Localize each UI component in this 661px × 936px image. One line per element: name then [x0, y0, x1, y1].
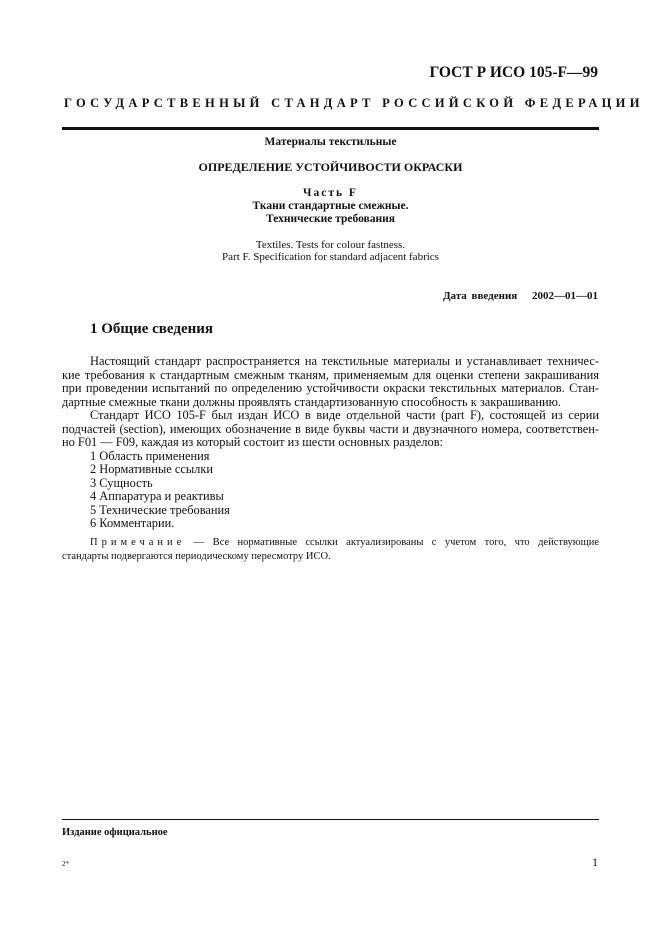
- body-line: Настоящий стандарт распространяется на текстильные материалы и устанавливает техничес-: [90, 354, 599, 368]
- title-ru-line-2: Технические требования: [266, 213, 395, 225]
- list-item: 2 Нормативные ссылки: [90, 462, 213, 476]
- title-ru-line-1: Ткани стандартные смежные.: [252, 200, 409, 212]
- note-line-2: стандарты подвергаются периодическому пересмотру ИСО.: [62, 550, 331, 562]
- body-line: при проведении испытаний по определению устойчивости окраски текстильных материалов. Стан-: [62, 381, 599, 395]
- list-item: 5 Технические требования: [90, 502, 230, 517]
- section-heading: 1 Общие сведения: [90, 321, 213, 337]
- title-en-line-2: Part F. Specification for standard adjacent fabrics: [222, 251, 439, 263]
- list-item: 1 Область применения: [90, 448, 210, 463]
- header-divider: [62, 127, 599, 130]
- body-line: подчастей (section), имеющих обозначение в виде буквы части и двузначного номера, соответствен-: [62, 421, 599, 436]
- page-number: 1: [592, 855, 598, 869]
- introduction-date-label: Дата введения: [442, 290, 518, 302]
- title-en-line-1: Textiles. Tests for colour fastness.: [255, 239, 406, 251]
- list-item: 4 Аппаратура и реактивы: [90, 489, 224, 503]
- note-label: Примечание: [90, 537, 186, 548]
- state-standard-header: ГОСУДАРСТВЕННЫЙ СТАНДАРТ РОССИЙСКОЙ ФЕДЕРАЦИИ: [64, 96, 644, 110]
- body-line: дартные смежные ткани должны проявлять стандартизованную способность к закрашиванию.: [62, 394, 561, 409]
- document-code: ГОСТ Р ИСО 105-F—99: [429, 64, 598, 81]
- document-title: ОПРЕДЕЛЕНИЕ УСТОЙЧИВОСТИ ОКРАСКИ: [198, 160, 463, 174]
- section-body: [62, 355, 599, 531]
- part-label: Часть F: [303, 187, 358, 199]
- note: [62, 536, 599, 563]
- edition-label: Издание официальное: [62, 827, 168, 838]
- list-item: 3 Сущность: [90, 475, 153, 490]
- body-line: Стандарт ИСО 105-F был издан ИСО в виде отдельной части (part F), состоящей из серии: [90, 408, 599, 422]
- introduction-date: [443, 290, 598, 302]
- sheet-mark: 2*: [62, 860, 69, 868]
- introduction-date-value: 2002—01—01: [532, 290, 598, 302]
- note-line-1: [62, 536, 599, 550]
- footer-divider: [62, 819, 599, 820]
- body-line: но F01 — F09, каждая из который состоит из шести основных разделов:: [62, 435, 443, 449]
- subject-line: Материалы текстильные: [264, 136, 397, 148]
- list-item: 6 Комментарии.: [90, 516, 175, 530]
- body-line: кие требования к стандартным смежным тканям, применяемым для оценки степени закрашивания: [62, 367, 599, 382]
- note-text-1: — Все нормативные ссылки актуализированы с учетом того, что действующие: [185, 537, 599, 548]
